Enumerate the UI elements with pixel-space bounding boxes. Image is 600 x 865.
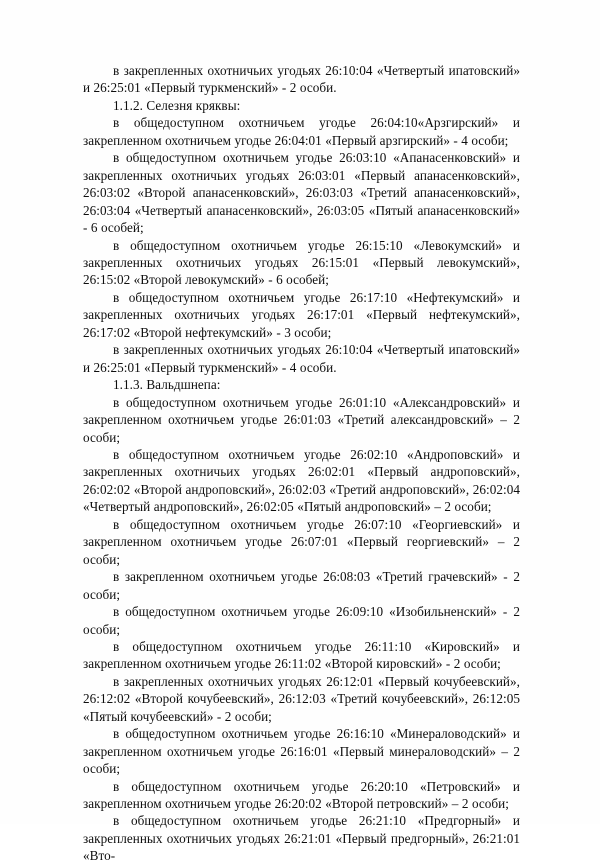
paragraph: в общедоступном охотничьем угодье 26:07:10 «Георгиевский» и закрепленном охотничьем угодье 26:07:01 «Первый георгиевский» – 2 особи; bbox=[83, 516, 520, 567]
clause-heading-1-1-2: 1.1.2. Селезня кряквы: bbox=[113, 97, 241, 113]
paragraph: в закрепленных охотничьих угодьях 26:12:01 «Первый кочубеевский», 26:12:02 «Второй кочубеевский», 26:12:03 «Третий кочубеевский», 26:12:05 «Пятый кочубеевский» - 2 особи; bbox=[83, 673, 520, 724]
paragraph: в закрепленных охотничьих угодьях 26:10:04 «Четвертый ипатовский» и 26:25:01 «Первый туркменский» - 2 особи. bbox=[83, 63, 520, 96]
paragraph: в общедоступном охотничьем угодье 26:20:10 «Петровский» и закрепленном охотничьем угодье 26:20:02 «Второй петровский» – 2 особи; bbox=[83, 778, 520, 812]
paragraph: в общедоступном охотничьем угодье 26:16:10 «Минераловодский» и закрепленном охотничьем угодье 26:16:01 «Первый минераловодский» – 2 особи; bbox=[83, 726, 520, 777]
paragraph: в общедоступном охотничьем угодье 26:17:10 «Нефтекумский» и закрепленных охотничьих угодьях 26:17:01 «Первый нефтекумский», 26:17:02 «Второй нефтекумский» - 3 особи; bbox=[83, 289, 520, 340]
paragraph: в общедоступном охотничьем угодье 26:15:10 «Левокумский» и закрепленных охотничьих угодьях 26:15:01 «Первый левокумский», 26:15:02 «Второй левокумский» - 6 особей; bbox=[83, 237, 520, 288]
paragraph: в общедоступном охотничьем угодье 26:09:10 «Изобильненский» - 2 особи; bbox=[83, 604, 520, 637]
paragraph: в общедоступном охотничьем угодье 26:21:10 «Предгорный» и закрепленных охотничьих угодьях 26:21:01 «Первый предгорный», 26:21:01 «Вто- bbox=[83, 813, 520, 864]
paragraph: в общедоступном охотничьем угодье 26:03:10 «Апанасенковский» и закрепленных охотничьих угодьях 26:03:01 «Первый апанасенковский», 26:03:02 «Второй апанасенковский», 26:03:03 «Третий апанасенковский», 26:03:04 «Четвертый апанасенковский», 26:03:05 «Пятый апанасенковский» - 6 особей; bbox=[83, 150, 520, 236]
paragraph: в закрепленных охотничьих угодьях 26:10:04 «Четвертый ипатовский» и 26:25:01 «Первый туркменский» - 4 особи. bbox=[83, 342, 520, 375]
paragraph: в общедоступном охотничьем угодье 26:04:10«Арзгирский» и закрепленном охотничьем угодье 26:04:01 «Первый арзгирский» - 4 особи; bbox=[83, 115, 520, 148]
clause-heading-1-1-3: 1.1.3. Вальдшнепа: bbox=[113, 377, 221, 393]
paragraph: в общедоступном охотничьем угодье 26:02:10 «Андроповский» и закрепленных охотничьих угодьях 26:02:01 «Первый андроповский», 26:02:02 «Второй андроповский», 26:02:03 «Третий андроповский», 26:02:04 «Четвертый андроповский», 26:02:05 «Пятый андроповский» – 2 особи; bbox=[83, 446, 520, 515]
paragraph: в общедоступном охотничьем угодье 26:11:10 «Кировский» и закрепленном охотничьем угодье 26:11:02 «Второй кировский» - 2 особи; bbox=[83, 638, 520, 672]
paragraph: в закрепленном охотничьем угодье 26:08:03 «Третий грачевский» - 2 особи; bbox=[83, 569, 520, 602]
paragraph: в общедоступном охотничьем угодье 26:01:10 «Александровский» и закрепленном охотничьем угодье 26:01:03 «Третий александровский» – 2 особи; bbox=[83, 394, 520, 445]
document-body bbox=[83, 62, 520, 865]
